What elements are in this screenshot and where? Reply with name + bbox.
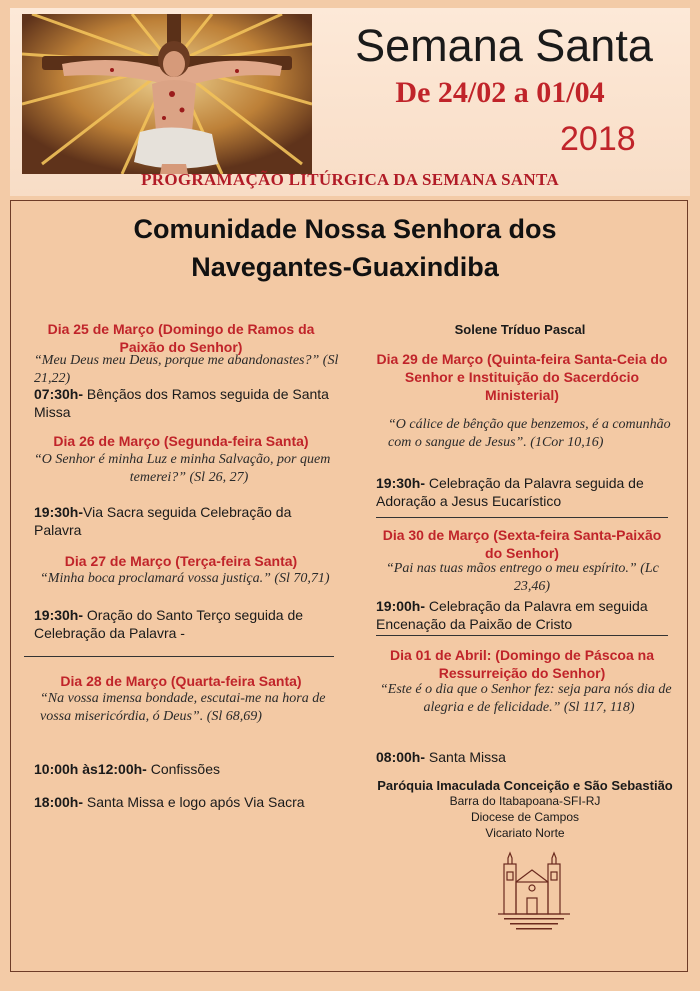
day-01-heading-line-1: Dia 01 de Abril: (Domingo de Páscoa na: [390, 647, 654, 663]
header-dates: De 24/02 a 01/04: [395, 76, 605, 109]
day-26-heading: Dia 26 de Março (Segunda-feira Santa): [53, 433, 309, 449]
parish-vicariato: Vicariato Norte: [485, 826, 565, 840]
day-29-time: 19:30h-: [376, 475, 426, 491]
day-30-event: [376, 597, 676, 633]
day-26-verse-line-1: “O Senhor é minha Luz e minha Salvação, por quem: [34, 452, 331, 467]
day-25-heading-line-2: Paixão do Senhor): [119, 339, 243, 355]
crucifix-image: [22, 14, 312, 174]
day-27-text-2: Celebração da Palavra -: [34, 625, 185, 641]
day-27-verse: “Minha boca proclamará vossa justiça.” (Sl 70,71): [40, 571, 330, 586]
day-28-text-1: Confissões: [146, 761, 220, 777]
community-line-1: Comunidade Nossa Senhora dos: [133, 214, 557, 244]
day-28-event-2: [34, 793, 334, 811]
day-29-verse-line-2: com o sangue de Jesus”. (1Cor 10,16): [388, 435, 604, 450]
community-title: [20, 210, 670, 286]
day-25-text-2: Missa: [34, 404, 71, 420]
day-28-event-1: [34, 760, 334, 778]
day-26-verse-line-2: temerei?” (Sl 26, 27): [129, 470, 249, 485]
day-29-event: [376, 474, 676, 510]
day-29-heading-line-1: Dia 29 de Março (Quinta-feira Santa-Ceia do: [376, 351, 668, 367]
day-29-text-2: Adoração a Jesus Eucarístico: [376, 493, 562, 509]
day-25-time: 07:30h-: [34, 386, 84, 402]
day-26-text-1: Via Sacra seguida Celebração da: [83, 504, 292, 520]
day-28-verse-line-1: “Na vossa imensa bondade, escutai-me na hora de: [40, 691, 326, 706]
day-27-time: 19:30h-: [34, 607, 84, 623]
day-26-time: 19:30h-: [34, 504, 84, 520]
programacao-subtitle: PROGRAMAÇÃO LITÚRGICA DA SEMANA SANTA: [141, 170, 559, 189]
header-year: 2018: [560, 120, 636, 158]
right-divider-2: [376, 635, 668, 636]
day-01-verse-line-2: alegria e de felicidade.” (Sl 117, 118): [423, 700, 635, 715]
day-25-heading-line-1: Dia 25 de Março (Domingo de Ramos da: [47, 321, 315, 337]
day-30-text-2: Encenação da Paixão de Cristo: [376, 616, 573, 632]
header-title: Semana Santa: [355, 20, 653, 71]
day-30-heading-line-2: do Senhor): [485, 545, 559, 561]
day-25-text-1: Bênçãos dos Ramos seguida de Santa: [83, 386, 329, 402]
day-28-verse: [40, 690, 340, 726]
day-30-time: 19:00h-: [376, 598, 426, 614]
day-01-verse: [380, 681, 678, 717]
day-27-text-1: Oração do Santo Terço seguida de: [83, 607, 304, 623]
day-30-heading-line-1: Dia 30 de Março (Sexta-feira Santa-Paixão: [382, 527, 662, 543]
day-01-heading-line-2: Ressurreição do Senhor): [438, 665, 606, 681]
day-01-verse-line-1: “Este é o dia que o Senhor fez: seja para nós dia de: [380, 682, 672, 697]
day-01-heading: [368, 646, 676, 682]
day-28-verse-line-2: vossa misericórdia, ó Deus”. (Sl 68,69): [40, 709, 262, 724]
day-29-verse-line-1: “O cálice de bênção que benzemos, é a comunhão: [388, 417, 671, 432]
day-01-time: 08:00h-: [376, 749, 426, 765]
day-29-heading-line-2: Senhor e Instituição do Sacerdócio: [404, 369, 640, 385]
parish-name: Paróquia Imaculada Conceição e São Sebastião: [377, 778, 673, 793]
day-27-event: [34, 606, 334, 642]
day-30-verse-line-1: “Pai nas tuas mãos entrego o meu espírito.” (Lc: [386, 561, 659, 576]
day-30-heading: [368, 526, 676, 562]
day-01-text-1: Santa Missa: [425, 749, 506, 765]
parish-info: [360, 778, 690, 841]
day-29-heading: [368, 350, 676, 404]
day-26-verse: [34, 451, 344, 487]
triduo-heading: Solene Tríduo Pascal: [454, 322, 586, 337]
day-28-time-1: 10:00h às12:00h-: [34, 761, 147, 777]
day-30-verse: [386, 560, 678, 596]
day-30-text-1: Celebração da Palavra em seguida: [425, 598, 648, 614]
day-25-verse: “Meu Deus meu Deus, porque me abandonastes?” (Sl 21,22): [34, 353, 339, 386]
day-28-heading: Dia 28 de Março (Quarta-feira Santa): [60, 673, 302, 689]
parish-diocese: Diocese de Campos: [470, 810, 580, 824]
day-28-text-2: Santa Missa e logo após Via Sacra: [83, 794, 305, 810]
day-26-text-2: Palavra: [34, 522, 82, 538]
day-25-event: [34, 385, 334, 421]
right-divider-1: [376, 517, 668, 518]
left-divider: [24, 656, 334, 657]
day-01-event: [376, 748, 676, 766]
day-30-verse-line-2: 23,46): [513, 579, 551, 594]
community-line-2: Navegantes-Guaxindiba: [191, 252, 499, 282]
parish-city: Barra do Itabapoana-SFI-RJ: [449, 794, 601, 808]
day-27-heading: Dia 27 de Março (Terça-feira Santa): [64, 553, 298, 569]
church-logo: [494, 850, 574, 934]
day-25-heading: [22, 320, 340, 356]
day-28-time-2: 18:00h-: [34, 794, 84, 810]
day-29-heading-line-3: Ministerial): [485, 387, 559, 403]
day-29-text-1: Celebração da Palavra seguida de: [425, 475, 644, 491]
day-29-verse: [388, 416, 678, 452]
day-26-event: [34, 503, 334, 539]
